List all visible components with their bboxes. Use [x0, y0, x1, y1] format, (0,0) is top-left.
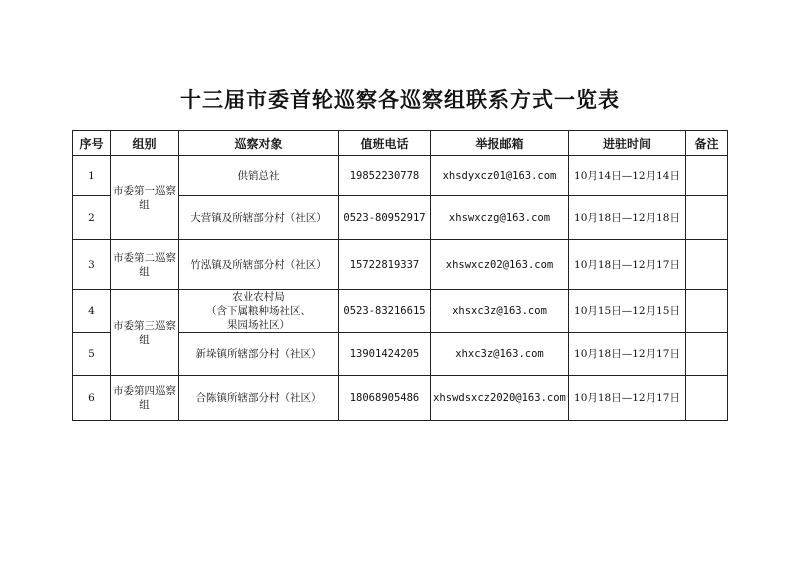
- note-cell: [686, 376, 728, 421]
- header-group: 组别: [111, 131, 179, 156]
- email-cell: xhsxc3z@163.com: [431, 290, 569, 333]
- email-cell: xhswxczg@163.com: [431, 196, 569, 240]
- header-row: [73, 131, 728, 156]
- phone-cell: 0523-83216615: [339, 290, 431, 333]
- row-index: 4: [73, 290, 111, 333]
- period-cell: 10月14日—12月14日: [569, 156, 686, 196]
- phone-cell: 19852230778: [339, 156, 431, 196]
- note-cell: [686, 156, 728, 196]
- header-phone: 值班电话: [339, 131, 431, 156]
- row-index: 1: [73, 156, 111, 196]
- note-cell: [686, 333, 728, 376]
- email-cell: xhswdsxcz2020@163.com: [431, 376, 569, 421]
- header-index: 序号: [73, 131, 111, 156]
- table-row: [73, 240, 728, 290]
- target-line: （含下属粮种场社区、: [206, 305, 311, 317]
- group-cell: 市委第一巡察组: [111, 156, 179, 240]
- period-cell: 10月18日—12月17日: [569, 240, 686, 290]
- target-cell: 大营镇及所辖部分村（社区）: [179, 196, 339, 240]
- table-row: [73, 290, 728, 333]
- header-period: 进驻时间: [569, 131, 686, 156]
- row-index: 6: [73, 376, 111, 421]
- phone-cell: 13901424205: [339, 333, 431, 376]
- target-cell: 竹泓镇及所辖部分村（社区）: [179, 240, 339, 290]
- note-cell: [686, 240, 728, 290]
- email-cell: xhsdyxcz01@163.com: [431, 156, 569, 196]
- phone-cell: 15722819337: [339, 240, 431, 290]
- table-row: [73, 156, 728, 196]
- target-cell: 合陈镇所辖部分村（社区）: [179, 376, 339, 421]
- target-cell: 新垛镇所辖部分村（社区）: [179, 333, 339, 376]
- target-line: 果园场社区）: [227, 319, 290, 331]
- period-cell: 10月15日—12月15日: [569, 290, 686, 333]
- note-cell: [686, 196, 728, 240]
- header-email: 举报邮箱: [431, 131, 569, 156]
- group-cell: 市委第三巡察组: [111, 290, 179, 376]
- phone-cell: 0523-80952917: [339, 196, 431, 240]
- email-cell: xhswxcz02@163.com: [431, 240, 569, 290]
- target-cell: [179, 290, 339, 333]
- contact-table: [72, 130, 728, 421]
- target-line: 农业农村局: [232, 291, 285, 303]
- header-note: 备注: [686, 131, 728, 156]
- group-cell: 市委第四巡察组: [111, 376, 179, 421]
- row-index: 2: [73, 196, 111, 240]
- period-cell: 10月18日—12月18日: [569, 196, 686, 240]
- phone-cell: 18068905486: [339, 376, 431, 421]
- row-index: 3: [73, 240, 111, 290]
- period-cell: 10月18日—12月17日: [569, 376, 686, 421]
- table-row: [73, 376, 728, 421]
- document-title: 十三届市委首轮巡察各巡察组联系方式一览表: [180, 87, 620, 112]
- period-cell: 10月18日—12月17日: [569, 333, 686, 376]
- header-target: 巡察对象: [179, 131, 339, 156]
- email-cell: xhxc3z@163.com: [431, 333, 569, 376]
- group-cell: 市委第二巡察组: [111, 240, 179, 290]
- row-index: 5: [73, 333, 111, 376]
- note-cell: [686, 290, 728, 333]
- target-cell: 供销总社: [179, 156, 339, 196]
